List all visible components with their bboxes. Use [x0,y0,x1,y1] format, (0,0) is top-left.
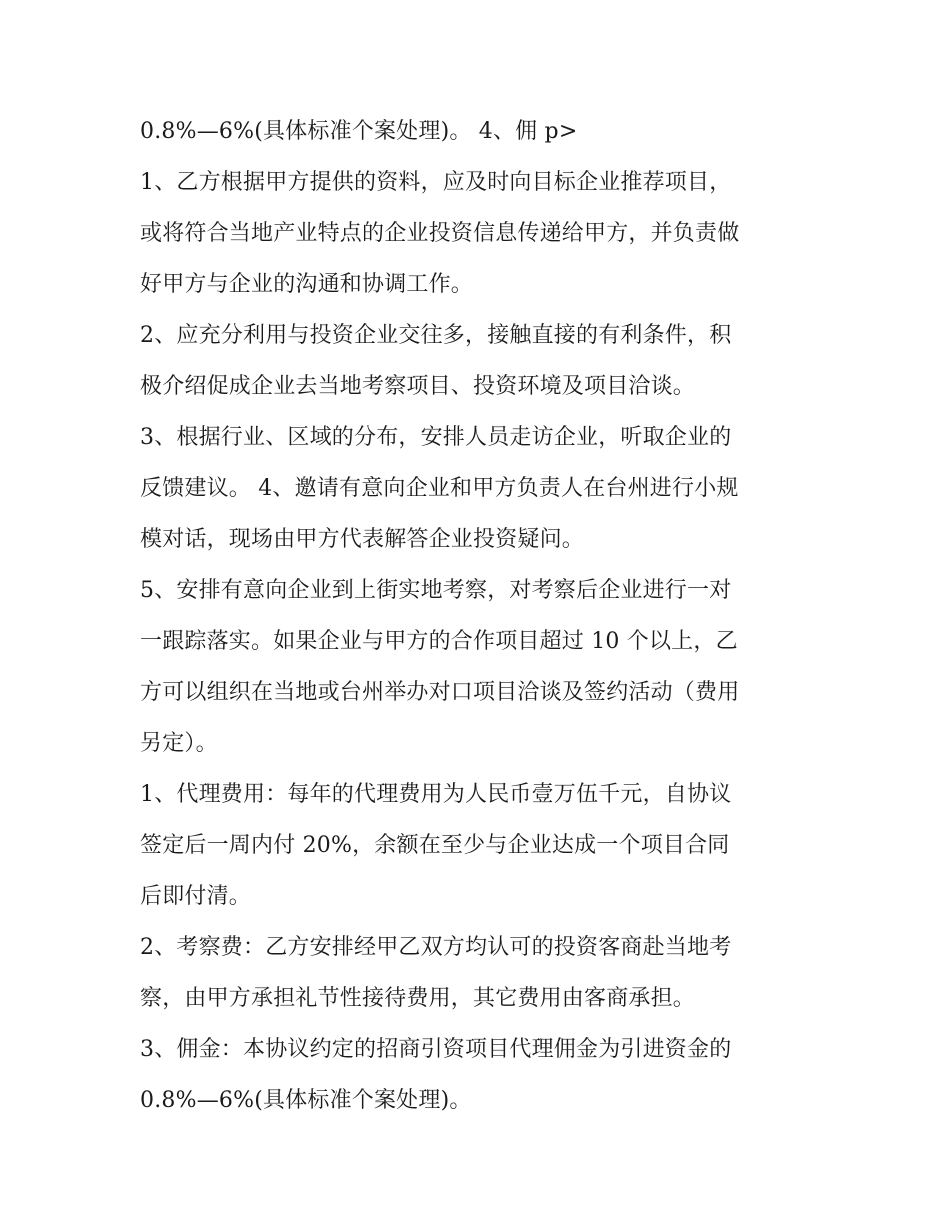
text-line-19: 3、佣金：本协议约定的招商引资项目代理佣金为引进资金的 [140,1037,732,1062]
text-line-10: 5、安排有意向企业到上街实地考察，对考察后企业进行一对 [140,578,732,603]
text-line-9: 模对话，现场由甲方代表解答企业投资疑问。 [140,527,585,552]
document-body [140,106,830,1126]
text-line-8: 反馈建议。 4、邀请有意向企业和甲方负责人在台州进行小规 [140,476,739,501]
text-line-14: 1、代理费用：每年的代理费用为人民币壹万伍千元，自协议 [140,782,732,807]
text-line-18: 察，由甲方承担礼节性接待费用，其它费用由客商承担。 [140,986,696,1011]
text-line-6: 极介绍促成企业去当地考察项目、投资环境及项目洽谈。 [140,374,696,399]
text-line-12: 方可以组织在当地或台州举办对口项目洽谈及签约活动（费用 [140,680,740,705]
text-line-15: 签定后一周内付 20%，余额在至少与企业达成一个项目合同 [140,833,730,858]
text-line-2: 1、乙方根据甲方提供的资料，应及时向目标企业推荐项目， [140,170,732,195]
text-line-11: 一跟踪落实。如果企业与甲方的合作项目超过 10 个以上，乙 [140,629,738,654]
text-line-16: 后即付清。 [140,884,252,909]
text-line-20: 0.8%—6%(具体标准个案处理)。 [140,1088,472,1113]
text-line-4: 好甲方与企业的沟通和协调工作。 [140,272,474,297]
text-line-7: 3、根据行业、区域的分布，安排人员走访企业，听取企业的 [140,425,732,450]
text-line-3: 或将符合当地产业特点的企业投资信息传递给甲方，并负责做 [140,221,740,246]
text-line-1: 0.8%—6%(具体标准个案处理)。 4、佣 p> [140,119,578,144]
text-line-5: 2、应充分利用与投资企业交往多，接触直接的有利条件，积 [140,323,732,348]
text-line-17: 2、考察费：乙方安排经甲乙双方均认可的投资客商赴当地考 [140,935,732,960]
text-line-13: 另定）。 [140,731,218,756]
